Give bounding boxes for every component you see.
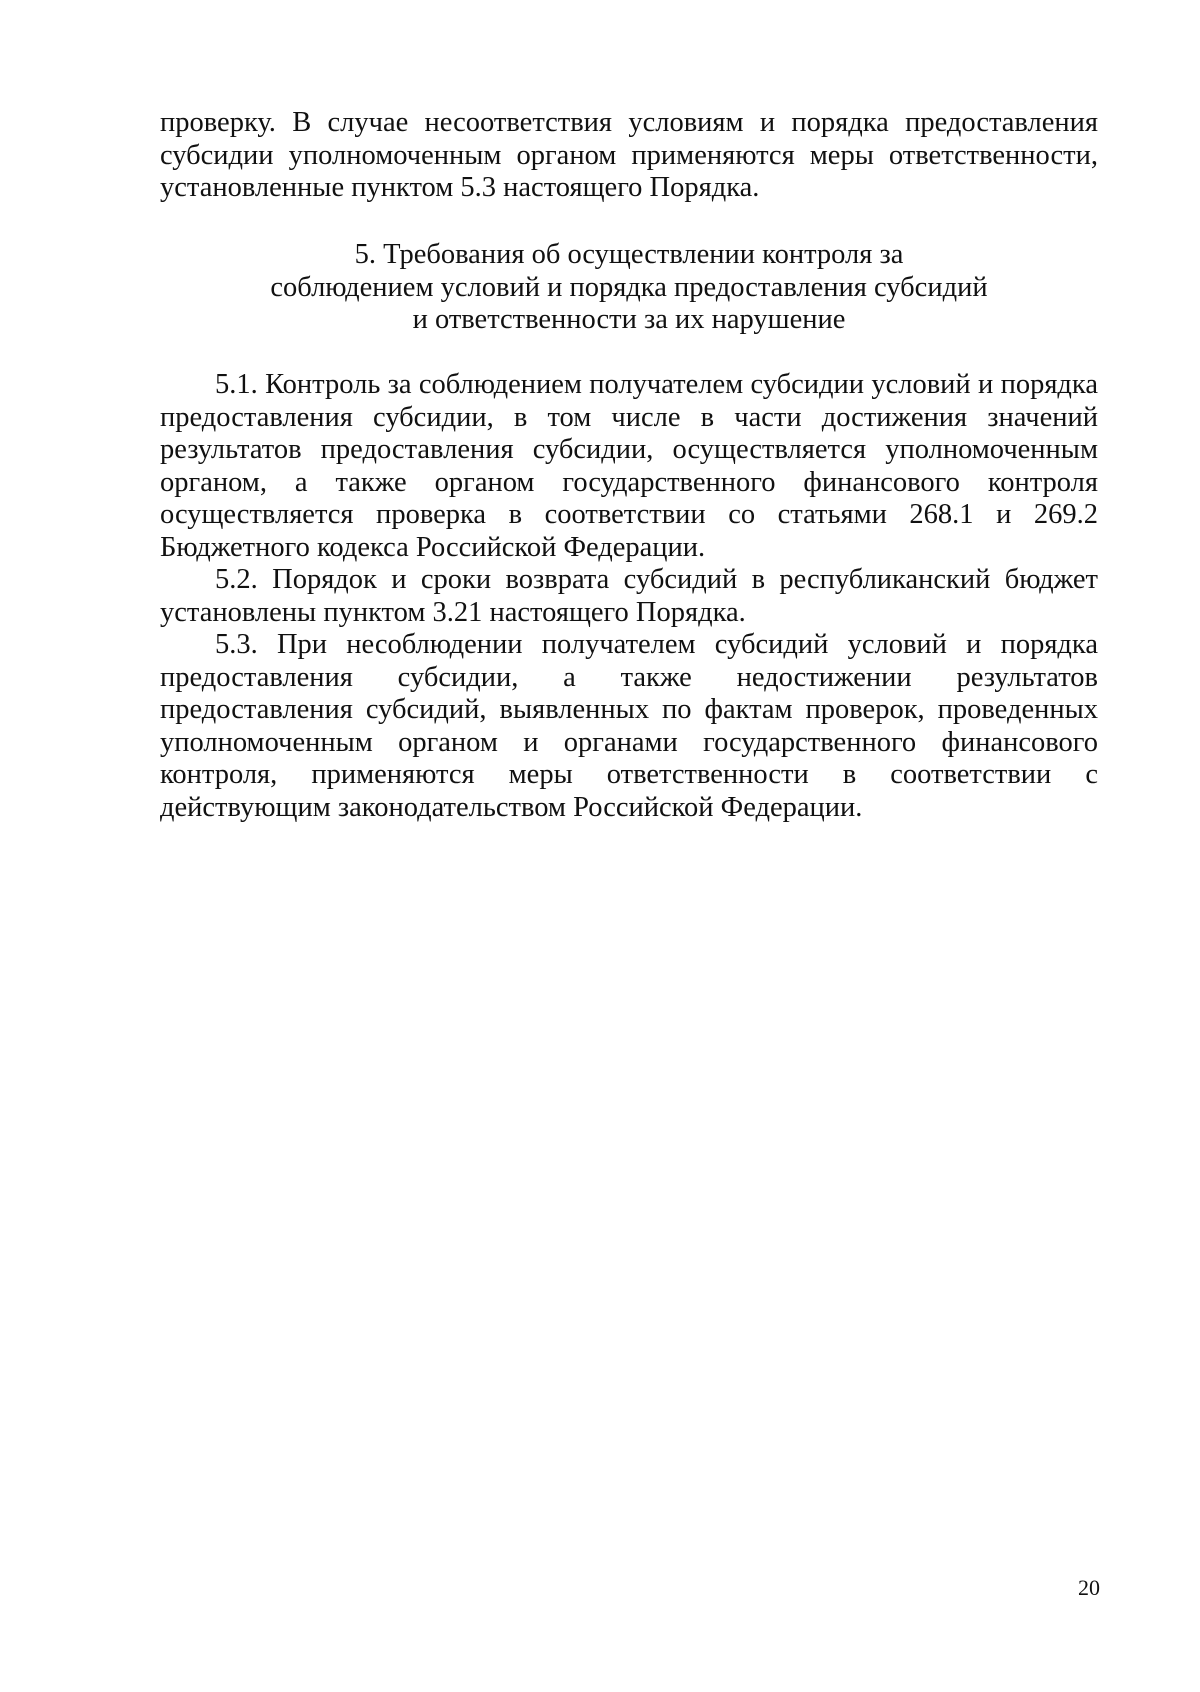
paragraph-5-2: 5.2. Порядок и сроки возврата субсидий в республиканский бюджет установлены пунктом 3.21 настоящего Порядка. [160,564,1098,628]
section-heading-line-2: соблюдением условий и порядка предоставления субсидий [270,271,988,303]
section-heading-line-1: 5. Требования об осуществлении контроля за [354,239,904,270]
section-heading-line-3: и ответственности за их нарушение [412,304,846,335]
section-body [160,369,1098,824]
paragraph-5-3: 5.3. При несоблюдении получателем субсидий условий и порядка предоставления субсидии, а также недостижении результатов предоставления субсидий, выявленных по фактам проверок, проведенных уполномоченным органом и органами государственного финансового контроля, применяются меры ответственности в соответствии с действующим законодательством Российской Федерации. [160,629,1098,823]
paragraph-5-1: 5.1. Контроль за соблюдением получателем субсидии условий и порядка предоставления субсидии, в том числе в части достижения значений результатов предоставления субсидии, осуществляется уполномоченным органом, а также органом государственного финансового контроля осуществляется проверка в соответствии со статьями 268.1 и 269.2 Бюджетного кодекса Российской Федерации. [160,369,1098,563]
section-heading [160,239,1098,337]
intro-paragraph: проверку. В случае несоответствия условиям и порядка предоставления субсидии уполномоченным органом применяются меры ответственности, установленные пунктом 5.3 настоящего Порядка. [160,107,1098,203]
page-number: 20 [1078,1575,1100,1600]
